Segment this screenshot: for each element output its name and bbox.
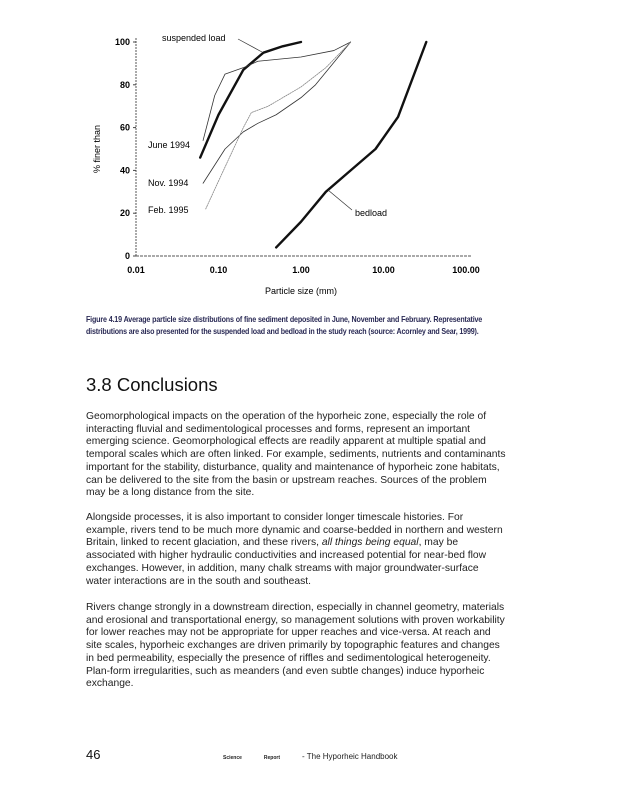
x-tick-label: 100.00 [452, 265, 480, 275]
paragraph-3: Rivers change strongly in a downstream direction, especially in channel geometry, materials and erosional and transportational energy, so management solutions with proven workability for lower reaches may not be appropriate for upper reaches and vice-versa. At reach and site scales, hyporheic exchanges are driven primarily by topographic features and changes in bed permeability, especially the presence of riffles and sedimentological heterogeneity. Plan-form irregularities, such as meanders (and even subtle changes) induce hyporheic exchange. [86, 602, 505, 690]
annotation-june-1994: June 1994 [148, 140, 191, 150]
y-tick-label: 100 [114, 37, 130, 47]
particle-size-chart [80, 20, 500, 310]
series-feb-1995 [206, 42, 351, 209]
page-number: 46 [86, 747, 101, 762]
series-suspended-load [200, 42, 301, 158]
figure-caption: Figure 4.19 Average particle size distributions of fine sediment deposited in June, November and February. Representative distributions are also presented for the suspended load and bedload in the study reach (source: Acornley and Sear, 1999). [86, 314, 483, 336]
footer-word-1: Science [223, 755, 242, 761]
y-tick-label: 60 [119, 122, 130, 133]
y-tick-label: 80 [119, 79, 130, 90]
paragraph-2-end: , may be associated with higher hydraulic conductivities and increased potential for near-bed flow exchanges. However, in addition, many chalk streams with major groundwater-surface water interactions are in the south and southeast. [86, 537, 487, 587]
y-tick-label: 20 [119, 208, 130, 219]
footer-word-2: Report [263, 755, 281, 761]
y-axis-label: % finer than [92, 124, 102, 174]
paragraph-1: Geomorphological impacts on the operation of the hyporheic zone, especially the role of interacting fluvial and sedimentological processes and forms, represent an important emerging science. Geomorphological effects are readily apparent at multiple spatial and temporal scales which are often linked. For example, sediments, nutrients and contaminants important for the stability, disturbance, quality and maintenance of hyporheic zone habitats, can be delivered to the site from the basin or upstream reaches. Sources of the problem may be a long distance from the site. [86, 411, 506, 499]
annotation-feb-1995: Feb. 1995 [148, 205, 189, 215]
section-heading: 3.8 Conclusions [86, 374, 218, 395]
series-june-1994 [203, 42, 351, 140]
x-axis-label: Particle size (mm) [264, 286, 338, 296]
annotation-nov-1994: Nov. 1994 [148, 178, 189, 188]
series-nov-1994 [203, 42, 351, 183]
footer-title: - The Hyporheic Handbook [302, 752, 398, 761]
paragraph-2 [86, 512, 506, 588]
annotation-bedload: bedload [355, 208, 388, 218]
x-tick-label: 0.01 [127, 265, 145, 275]
annotation-leader-line [238, 39, 262, 52]
y-tick-label: 40 [119, 165, 130, 176]
y-tick-label: 0 [124, 251, 130, 261]
x-tick-label: 0.10 [209, 265, 228, 275]
x-tick-label: 10.00 [372, 265, 395, 275]
paragraph-2-start: Alongside processes, it is also important to consider longer timescale histories. For example, rivers tend to be much more dynamic and coarse-bedded in northern and western Britain, linked to recent glaciation, and these rivers, [86, 512, 503, 549]
annotation-suspended-load: suspended load [162, 33, 226, 43]
series-bedload [276, 42, 426, 247]
annotation-leader-line [328, 190, 352, 210]
footer-text [223, 752, 398, 761]
x-tick-label: 1.00 [292, 265, 310, 275]
paragraph-2-italic: all things being equal [321, 537, 419, 549]
